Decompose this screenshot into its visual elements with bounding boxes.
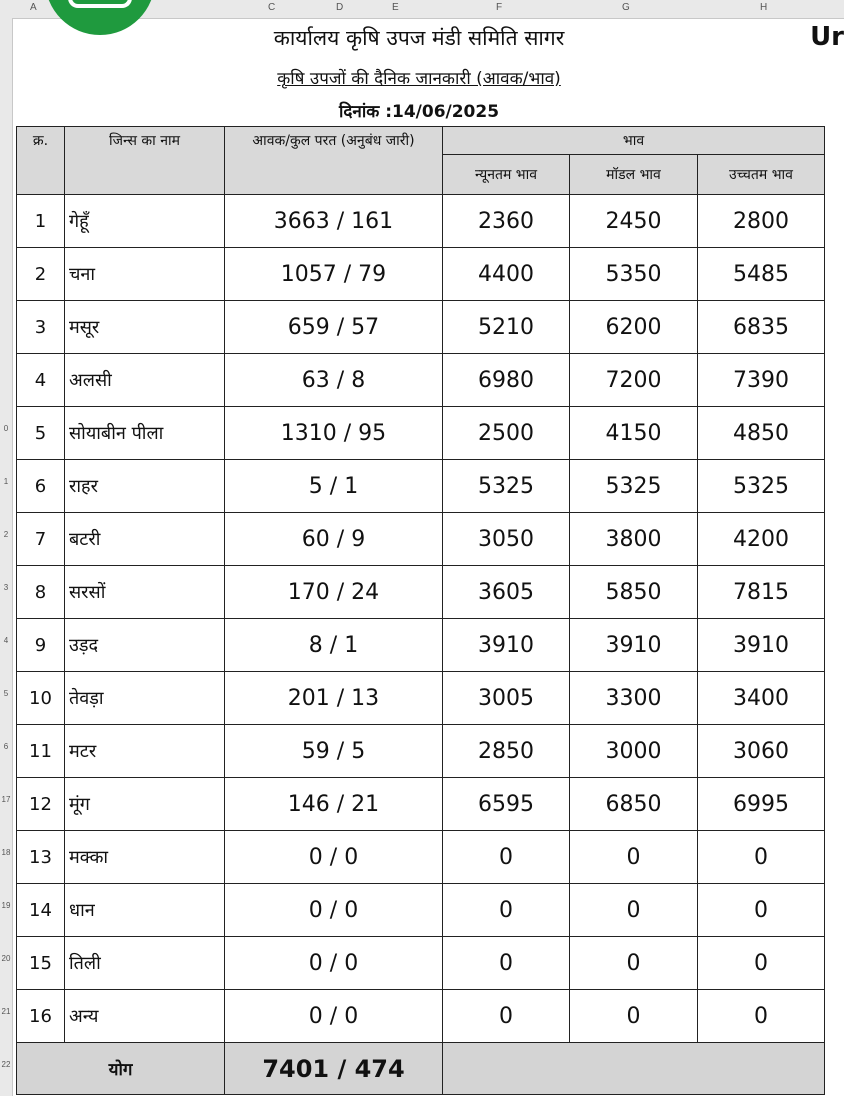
- row-sr-cell: 2: [17, 248, 65, 301]
- row-modal-price-cell: 3800: [570, 513, 698, 566]
- row-commodity-cell: मसूर: [65, 301, 225, 354]
- row-sr-cell: 14: [17, 884, 65, 937]
- column-letter[interactable]: G: [622, 2, 630, 13]
- row-number[interactable]: 3: [3, 583, 9, 592]
- row-max-price-cell: 0: [698, 831, 825, 884]
- row-min-price-cell: 0: [443, 937, 570, 990]
- row-number[interactable]: 0: [3, 424, 9, 433]
- row-number[interactable]: 20: [1, 954, 11, 963]
- row-commodity-cell: गेहूँ: [65, 195, 225, 248]
- row-modal-price-cell: 5325: [570, 460, 698, 513]
- row-sr-cell: 1: [17, 195, 65, 248]
- total-label: योग: [17, 1043, 225, 1095]
- row-arrival-cell: 146 / 21: [225, 778, 443, 831]
- row-min-price-cell: 5210: [443, 301, 570, 354]
- row-arrival-cell: 63 / 8: [225, 354, 443, 407]
- row-modal-price-cell: 0: [570, 937, 698, 990]
- table-row: [17, 407, 825, 460]
- row-commodity-cell: सरसों: [65, 566, 225, 619]
- row-commodity-cell: मूंग: [65, 778, 225, 831]
- row-sr-cell: 7: [17, 513, 65, 566]
- column-letter[interactable]: C: [268, 2, 276, 13]
- header-min-price: न्यूनतम भाव: [443, 155, 570, 195]
- row-arrival-cell: 201 / 13: [225, 672, 443, 725]
- table-row: [17, 460, 825, 513]
- row-min-price-cell: 3605: [443, 566, 570, 619]
- row-arrival-cell: 659 / 57: [225, 301, 443, 354]
- row-commodity-cell: सोयाबीन पीला: [65, 407, 225, 460]
- row-max-price-cell: 7390: [698, 354, 825, 407]
- row-sr-cell: 4: [17, 354, 65, 407]
- row-number-gutter: [0, 18, 13, 1096]
- row-min-price-cell: 2500: [443, 407, 570, 460]
- row-modal-price-cell: 5850: [570, 566, 698, 619]
- row-sr-cell: 15: [17, 937, 65, 990]
- row-number[interactable]: 22: [1, 1060, 11, 1069]
- row-min-price-cell: 2850: [443, 725, 570, 778]
- row-max-price-cell: 6995: [698, 778, 825, 831]
- row-arrival-cell: 5 / 1: [225, 460, 443, 513]
- column-letter[interactable]: E: [392, 2, 399, 13]
- table-row: [17, 195, 825, 248]
- row-min-price-cell: 0: [443, 884, 570, 937]
- row-max-price-cell: 3910: [698, 619, 825, 672]
- table-row: [17, 884, 825, 937]
- row-sr-cell: 16: [17, 990, 65, 1043]
- office-title: कार्यालय कृषि उपज मंडी समिति सागर: [273, 26, 565, 50]
- row-modal-price-cell: 6850: [570, 778, 698, 831]
- header-max-price: उच्चतम भाव: [698, 155, 825, 195]
- table-row: [17, 990, 825, 1043]
- row-commodity-cell: तेवड़ा: [65, 672, 225, 725]
- table-row: [17, 831, 825, 884]
- row-number[interactable]: 21: [1, 1007, 11, 1016]
- row-max-price-cell: 7815: [698, 566, 825, 619]
- row-sr-cell: 6: [17, 460, 65, 513]
- row-number[interactable]: 18: [1, 848, 11, 857]
- row-max-price-cell: 3060: [698, 725, 825, 778]
- row-number[interactable]: 1: [3, 477, 9, 486]
- row-commodity-cell: अन्य: [65, 990, 225, 1043]
- row-commodity-cell: बटरी: [65, 513, 225, 566]
- total-empty-cell: [443, 1043, 825, 1095]
- row-arrival-cell: 8 / 1: [225, 619, 443, 672]
- row-min-price-cell: 5325: [443, 460, 570, 513]
- row-max-price-cell: 0: [698, 937, 825, 990]
- row-number[interactable]: 4: [3, 636, 9, 645]
- row-sr-cell: 8: [17, 566, 65, 619]
- row-commodity-cell: अलसी: [65, 354, 225, 407]
- column-letter[interactable]: F: [496, 2, 503, 13]
- table-row: [17, 566, 825, 619]
- row-arrival-cell: 3663 / 161: [225, 195, 443, 248]
- row-modal-price-cell: 3000: [570, 725, 698, 778]
- table-row: [17, 619, 825, 672]
- row-min-price-cell: 2360: [443, 195, 570, 248]
- row-commodity-cell: धान: [65, 884, 225, 937]
- row-modal-price-cell: 0: [570, 990, 698, 1043]
- row-number[interactable]: 19: [1, 901, 11, 910]
- header-modal-price: मॉडल भाव: [570, 155, 698, 195]
- table-row: [17, 513, 825, 566]
- row-commodity-cell: मटर: [65, 725, 225, 778]
- report-date: दिनांक :14/06/2025: [338, 102, 500, 122]
- header-commodity-name: जिन्स का नाम: [65, 127, 225, 195]
- row-modal-price-cell: 5350: [570, 248, 698, 301]
- row-max-price-cell: 5325: [698, 460, 825, 513]
- row-sr-cell: 13: [17, 831, 65, 884]
- row-min-price-cell: 0: [443, 831, 570, 884]
- header-arrival: आवक/कुल परत (अनुबंध जारी): [225, 127, 443, 195]
- row-max-price-cell: 6835: [698, 301, 825, 354]
- row-arrival-cell: 0 / 0: [225, 937, 443, 990]
- row-modal-price-cell: 3300: [570, 672, 698, 725]
- row-arrival-cell: 60 / 9: [225, 513, 443, 566]
- column-letter[interactable]: D: [336, 2, 344, 13]
- row-sr-cell: 11: [17, 725, 65, 778]
- row-sr-cell: 9: [17, 619, 65, 672]
- row-modal-price-cell: 4150: [570, 407, 698, 460]
- row-sr-cell: 10: [17, 672, 65, 725]
- row-sr-cell: 3: [17, 301, 65, 354]
- row-max-price-cell: 5485: [698, 248, 825, 301]
- row-commodity-cell: राहर: [65, 460, 225, 513]
- table-row: [17, 672, 825, 725]
- header-price-group: भाव: [443, 127, 825, 155]
- header-sr: क्र.: [17, 127, 65, 195]
- table-row: [17, 725, 825, 778]
- row-number[interactable]: 5: [3, 689, 9, 698]
- row-max-price-cell: 4850: [698, 407, 825, 460]
- row-arrival-cell: 1310 / 95: [225, 407, 443, 460]
- row-min-price-cell: 6595: [443, 778, 570, 831]
- row-max-price-cell: 2800: [698, 195, 825, 248]
- table-row: [17, 248, 825, 301]
- row-min-price-cell: 3005: [443, 672, 570, 725]
- table-row: [17, 301, 825, 354]
- row-arrival-cell: 170 / 24: [225, 566, 443, 619]
- row-modal-price-cell: 2450: [570, 195, 698, 248]
- row-min-price-cell: 4400: [443, 248, 570, 301]
- row-arrival-cell: 59 / 5: [225, 725, 443, 778]
- table-row: [17, 354, 825, 407]
- row-number[interactable]: 6: [3, 742, 9, 751]
- row-min-price-cell: 0: [443, 990, 570, 1043]
- row-commodity-cell: उड़द: [65, 619, 225, 672]
- row-modal-price-cell: 0: [570, 884, 698, 937]
- row-sr-cell: 12: [17, 778, 65, 831]
- row-commodity-cell: तिली: [65, 937, 225, 990]
- row-arrival-cell: 0 / 0: [225, 831, 443, 884]
- row-min-price-cell: 3910: [443, 619, 570, 672]
- row-modal-price-cell: 7200: [570, 354, 698, 407]
- table-row: [17, 778, 825, 831]
- logo-mark-icon: [68, 0, 132, 8]
- row-max-price-cell: 0: [698, 990, 825, 1043]
- row-max-price-cell: 4200: [698, 513, 825, 566]
- row-arrival-cell: 0 / 0: [225, 990, 443, 1043]
- row-min-price-cell: 6980: [443, 354, 570, 407]
- row-max-price-cell: 0: [698, 884, 825, 937]
- row-commodity-cell: चना: [65, 248, 225, 301]
- row-max-price-cell: 3400: [698, 672, 825, 725]
- row-modal-price-cell: 0: [570, 831, 698, 884]
- row-modal-price-cell: 6200: [570, 301, 698, 354]
- cut-off-text: Ur: [810, 22, 844, 52]
- table-row: [17, 937, 825, 990]
- row-commodity-cell: मक्का: [65, 831, 225, 884]
- total-value: 7401 / 474: [225, 1043, 443, 1095]
- column-letter[interactable]: H: [760, 2, 768, 13]
- column-letter[interactable]: A: [30, 2, 37, 13]
- row-min-price-cell: 3050: [443, 513, 570, 566]
- row-number[interactable]: 2: [3, 530, 9, 539]
- report-subtitle: कृषि उपजों की दैनिक जानकारी (आवक/भाव): [277, 69, 561, 89]
- row-arrival-cell: 1057 / 79: [225, 248, 443, 301]
- row-number[interactable]: 17: [1, 795, 11, 804]
- mandi-price-table: [16, 126, 825, 1095]
- row-sr-cell: 5: [17, 407, 65, 460]
- row-arrival-cell: 0 / 0: [225, 884, 443, 937]
- row-modal-price-cell: 3910: [570, 619, 698, 672]
